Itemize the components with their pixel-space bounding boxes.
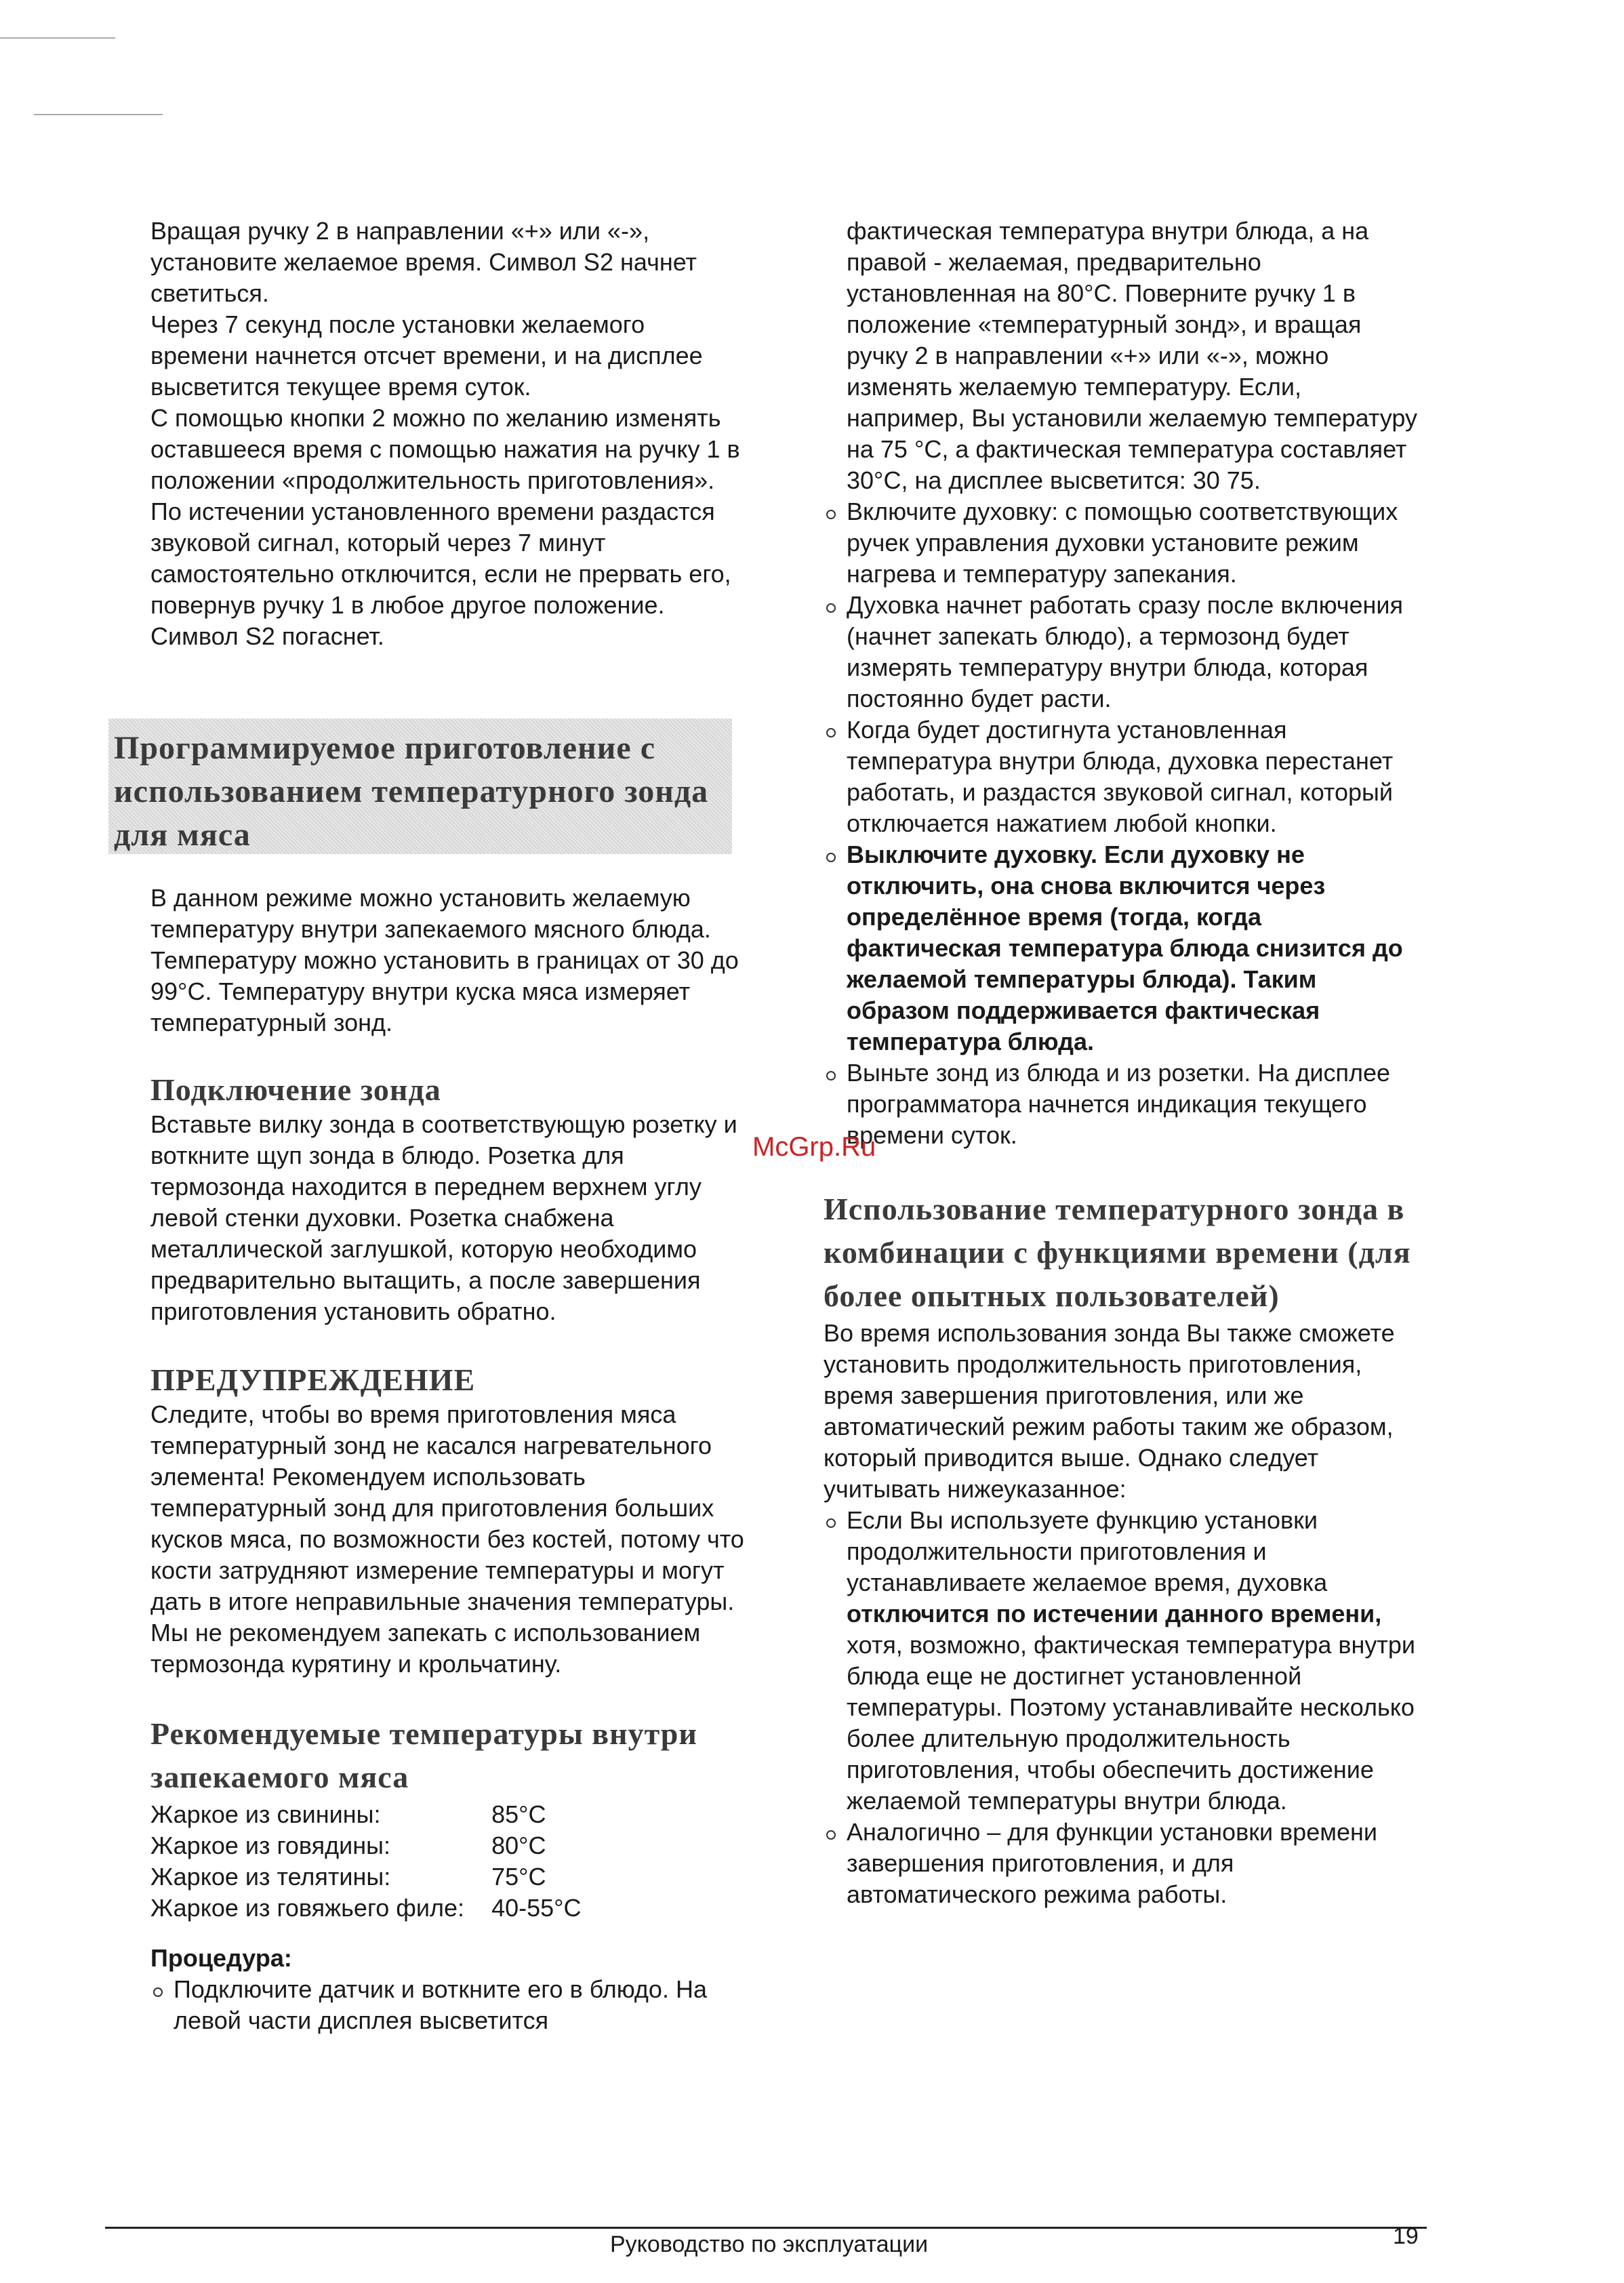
meat-name: Жаркое из говяжьего филе:: [150, 1894, 465, 1922]
scan-artifact: [0, 37, 115, 39]
intro-paragraph: По истечении установленного времени раздастся звуковой сигнал, который через 7 минут самостоятельно отключится, если не прервать его, повернув ручку 1 в любое другое положение. Символ S2 погаснет.: [150, 498, 731, 650]
table-row: [150, 1861, 582, 1893]
combo-heading: Использование температурного зонда в комбинации с функциями времени (для более опытных пользователей): [824, 1192, 1411, 1313]
recommended-heading: Рекомендуемые температуры внутри запекаемого мяса: [150, 1716, 697, 1794]
warning-paragraph: Следите, чтобы во время приготовления мяса температурный зонд не касался нагревательного элемента! Рекомендуем использовать температурный зонд для приготовления больших кусков мяса, по возможности без костей, потому что кости затрудняют измерение температуры и могут дать в итоге неправильные значения температуры. Мы не рекомендуем запекать с использованием термозонда курятину и крольчатину.: [150, 1400, 744, 1678]
combo-paragraph: Во время использования зонда Вы также сможете установить продолжительность приготовления, время завершения приготовления, или же автоматический режим работы таким же образом, который приводится выше. Однако следует учитывать нижеуказанное:: [824, 1319, 1395, 1503]
meat-temp: 85°C: [491, 1800, 546, 1828]
table-row: [150, 1830, 582, 1861]
list-item: Духовка начнет работать сразу после включения (начнет запекать блюдо), а термозонд будет измерять температуру внутри блюда, которая постоянно будет расти.: [824, 590, 1420, 714]
meat-temp: 40-55°C: [491, 1894, 582, 1922]
bullet-bold-text: отключится по истечении данного времени,: [847, 1600, 1382, 1628]
right-column: [824, 216, 1420, 1910]
meat-name: Жаркое из говядины:: [150, 1832, 390, 1859]
left-column-lower: [150, 883, 747, 2036]
intro-paragraph: Через 7 секунд после установки желаемого времени начнется отсчет времени, и на дисплее высветится текущее время суток.: [150, 310, 703, 401]
section-paragraph: В данном режиме можно установить желаемую температуру внутри запекаемого мясного блюда. Температуру можно установить в границах от 30 до 99°C. Температуру внутри куска мяса измеряет температурный зонд.: [150, 884, 739, 1036]
page-number: 19: [1393, 2223, 1419, 2249]
footer-title: Руководство по эксплуатации: [610, 2231, 929, 2257]
temperature-table: [150, 1799, 582, 1924]
table-row: [150, 1799, 582, 1830]
procedure-title: Процедура:: [150, 1944, 292, 1972]
intro-paragraph: С помощью кнопки 2 можно по желанию изменять оставшееся время с помощью нажатия на ручку 1 в положении «продолжительность приготовления».: [150, 404, 740, 494]
meat-temp: 75°C: [491, 1863, 546, 1891]
list-item: Выньте зонд из блюда и из розетки. На дисплее программатора начнется индикация текущего времени суток.: [824, 1057, 1420, 1151]
section-heading: Программируемое приготовление с использованием температурного зонда для мяса: [108, 719, 732, 854]
meat-name: Жаркое из телятины:: [150, 1863, 391, 1891]
list-item: Подключите датчик и воткните его в блюдо. На левой части дисплея высветится: [150, 1974, 747, 2036]
continued-paragraph: фактическая температура внутри блюда, а на правой - желаемая, предварительно установленная на 80°C. Поверните ручку 1 в положение «температурный зонд», и вращая ручку 2 в направлении «+» или «-», можно изменять желаемую температуру. Если, например, Вы установили желаемую температуру на 75 °C, а фактическая температура составляет 30°C, на дисплее высветится: 30 75.: [847, 217, 1418, 494]
left-column: [150, 216, 747, 652]
warning-heading: ПРЕДУПРЕЖДЕНИЕ: [150, 1362, 476, 1397]
bullet-text: Если Вы используете функцию установки продолжительности приготовления и устанавливаете желаемое время, духовка: [847, 1506, 1328, 1596]
list-item: Аналогично – для функции установки времени завершения приготовления, и для автоматического режима работы.: [824, 1817, 1420, 1910]
list-item: [824, 1505, 1420, 1817]
footer-divider: [105, 2227, 1427, 2229]
list-item: Когда будет достигнута установленная температура внутри блюда, духовка перестанет работать, и раздастся звуковой сигнал, который отключается нажатием любой кнопки.: [824, 714, 1420, 839]
table-row: [150, 1893, 582, 1924]
connect-paragraph: Вставьте вилку зонда в соответствующую розетку и воткните щуп зонда в блюдо. Розетка для термозонда находится в переднем верхнем углу левой стенки духовки. Розетка снабжена металлической заглушкой, которую необходимо предварительно вытащить, а после завершения приготовления установить обратно.: [150, 1110, 737, 1325]
meat-temp: 80°C: [491, 1832, 546, 1859]
list-item: Включите духовку: с помощью соответствующих ручек управления духовки установите режим нагрева и температуру запекания.: [824, 496, 1420, 590]
watermark: McGrp.Ru: [752, 1132, 876, 1162]
scan-artifact: [34, 114, 163, 115]
meat-name: Жаркое из свинины:: [150, 1800, 381, 1828]
connect-heading: Подключение зонда: [150, 1072, 441, 1107]
bullet-text: хотя, возможно, фактическая температура внутри блюда еще не достигнет установленной температуры. Поэтому устанавливайте несколько более длительную продолжительность приготовления, чтобы обеспечить достижение желаемой температуры внутри блюда.: [847, 1631, 1416, 1815]
intro-paragraph: Вращая ручку 2 в направлении «+» или «-», установите желаемое время. Символ S2 начнет светиться.: [150, 217, 697, 307]
list-item: Выключите духовку. Если духовку не отключить, она снова включится через определённое время (тогда, когда фактическая температура блюда снизится до желаемой температуры блюда). Таким образом поддерживается фактическая температура блюда.: [824, 839, 1420, 1057]
